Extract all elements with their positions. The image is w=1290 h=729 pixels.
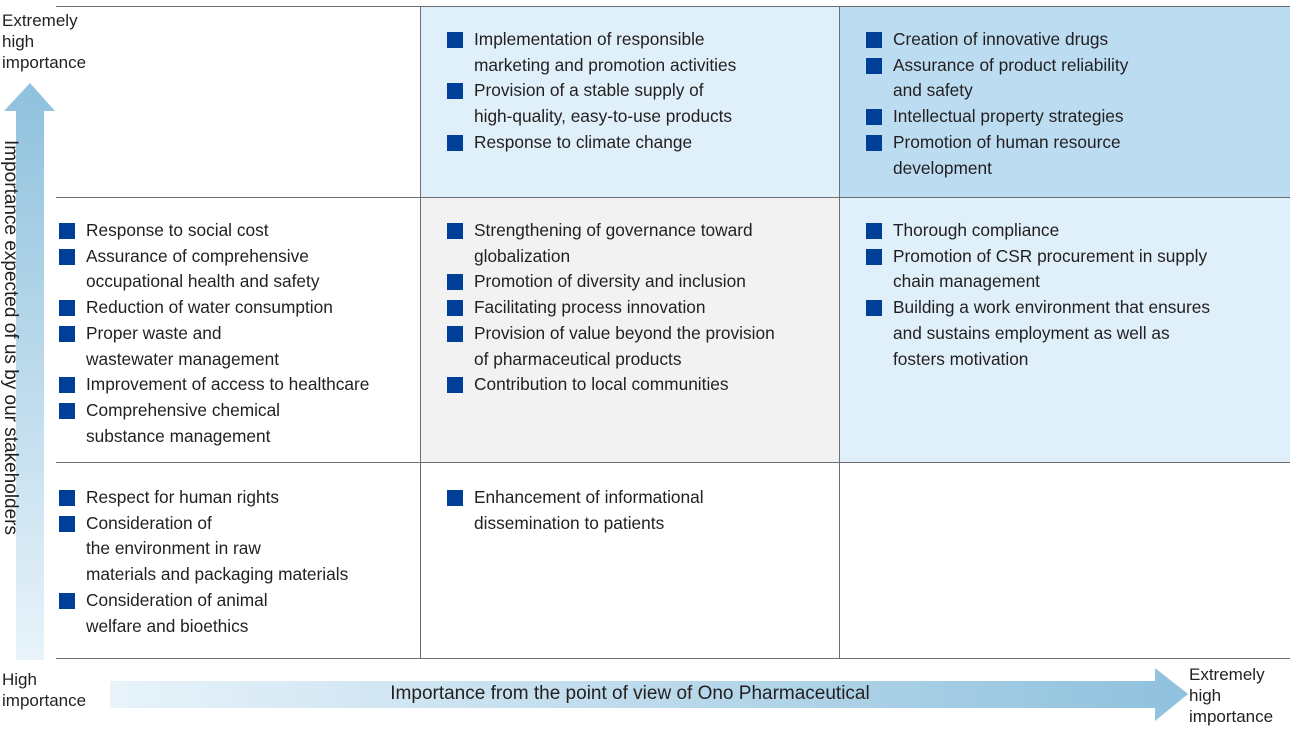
list-item-text: Response to climate change [474, 131, 693, 152]
x-axis-max-label: Extremely high importance [1189, 665, 1274, 726]
list-item-text: Provision of a stable supply of high-quality, easy-to-use products [474, 80, 733, 127]
x-axis-label: Importance from the point of view of Ono Pharmaceutical [390, 683, 870, 704]
list-item-text: Promotion of human resource development [893, 131, 1121, 178]
origin-label: High importance [2, 670, 87, 710]
list-item-text: Consideration of animal welfare and bioethics [86, 589, 268, 636]
list-item-text: Enhancement of informational dissemination to patients [474, 487, 704, 533]
list-item-text: Building a work environment that ensures and sustains employment as well as fosters motivation [893, 297, 1210, 369]
list-item-text: Assurance of comprehensive occupational health and safety [86, 245, 320, 292]
list-item-text: Intellectual property strategies [893, 106, 1124, 127]
list-item-text: Improvement of access to healthcare [86, 374, 370, 395]
list-item-text: Strengthening of governance toward globalization [474, 220, 753, 266]
list-item-text: Promotion of CSR procurement in supply chain management [893, 245, 1208, 292]
y-axis-max-label: Extremely high importance [2, 11, 87, 72]
list-item-text: Contribution to local communities [474, 374, 729, 395]
list-item-text: Response to social cost [86, 220, 269, 240]
list-item-text: Thorough compliance [893, 220, 1060, 240]
y-axis-label: Importance expected of us by our stakeholders [0, 140, 21, 536]
list-item-text: Respect for human rights [86, 487, 280, 507]
list-item-text: Assurance of product reliability and safety [893, 54, 1129, 101]
list-item-text: Creation of innovative drugs [893, 29, 1109, 49]
list-item-text: Provision of value beyond the provision of pharmaceutical products [474, 322, 775, 369]
list-item-text: Comprehensive chemical substance management [86, 399, 281, 446]
list-item-text: Facilitating process innovation [474, 297, 706, 318]
list-item-text: Promotion of diversity and inclusion [474, 271, 746, 292]
list-item-text: Implementation of responsible marketing and promotion activities [474, 29, 737, 75]
list-item-text: Reduction of water consumption [86, 297, 333, 318]
list-item-text: Proper waste and wastewater management [86, 322, 280, 369]
list-item-text: Consideration of the environment in raw materials and packaging materials [86, 512, 349, 585]
